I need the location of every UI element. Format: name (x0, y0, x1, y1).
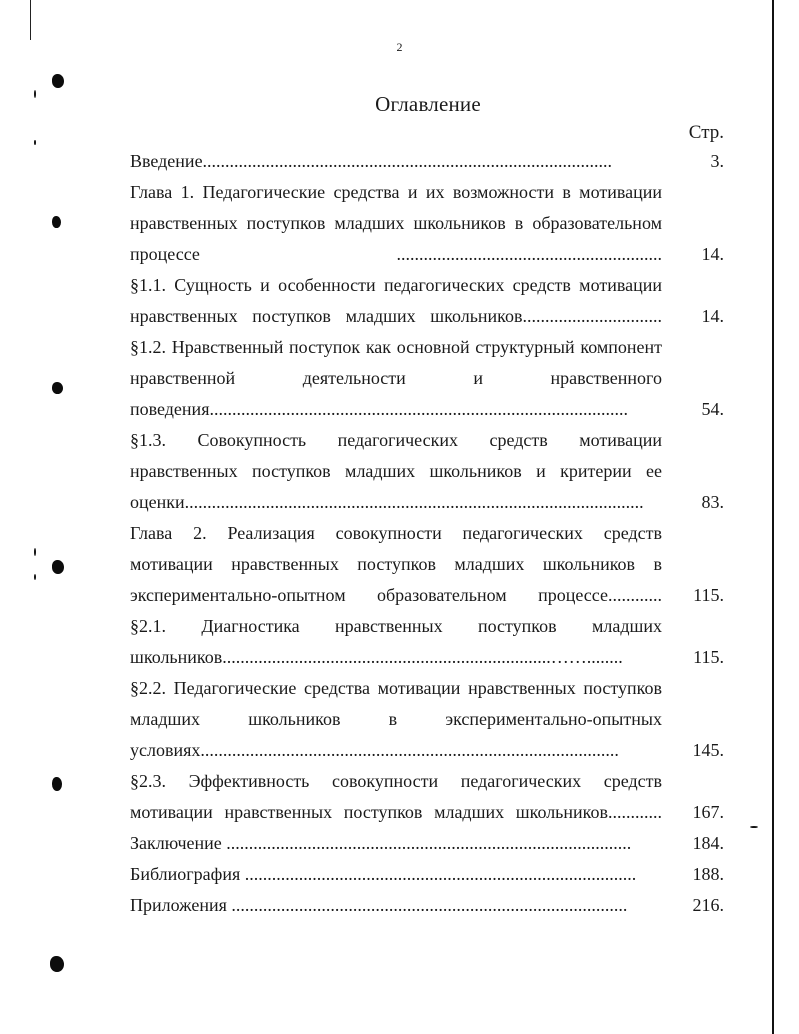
toc-entry-text: §1.1. Сущность и особенности педагогических средств мотивации нравственных поступков младших школьников............................... (130, 275, 662, 326)
toc-entry-page: 216. (692, 895, 724, 915)
toc-entry-page: 115. (693, 647, 724, 667)
punch-hole-mark (52, 777, 62, 791)
toc-entry-conclusion[interactable] (130, 828, 724, 859)
toc-entry-page: 14. (701, 244, 724, 264)
scan-speck (34, 548, 36, 556)
toc-entry-page: 3. (710, 151, 724, 171)
scan-speck (34, 140, 36, 145)
punch-hole-mark (50, 956, 64, 972)
toc-entry-page: 188. (692, 864, 724, 884)
toc-entry-page: 115. (693, 585, 724, 605)
toc-entry-text: §1.3. Совокупность педагогических средств мотивации нравственных поступков младших школьников и критерии ее оценки...................................................................................................... (130, 430, 662, 512)
scan-speck (750, 826, 758, 828)
toc-entry-section-1-2[interactable] (130, 332, 724, 425)
toc-entry-section-1-1[interactable] (130, 270, 724, 332)
toc-entry-text: Глава 2. Реализация совокупности педагогических средств мотивации нравственных поступков младших школьников в экспериментально-опытном образовательном процессе............ (130, 523, 662, 605)
toc-entry-section-2-1[interactable] (130, 611, 724, 673)
toc-entry-text: Приложения ........................................................................................ (130, 895, 628, 915)
toc-entry-section-1-3[interactable] (130, 425, 724, 518)
toc-entry-page: 145. (692, 740, 724, 760)
toc-entry-bibliography[interactable] (130, 859, 724, 890)
toc-entry-page: 83. (701, 492, 724, 512)
page-column-header: Стр. (688, 122, 724, 143)
toc-entry-text: Глава 1. Педагогические средства и их возможности в мотивации нравственных поступков младших школьников в образовательном процессе ........................................................... (130, 182, 662, 264)
toc-entry-page: 54. (701, 399, 724, 419)
toc-entry-text: Заключение .......................................................................................... (130, 833, 632, 853)
table-of-contents (130, 146, 724, 921)
toc-entry-page: 14. (701, 306, 724, 326)
toc-entry-page: 184. (692, 833, 724, 853)
page-title: Оглавление (375, 92, 481, 116)
toc-entry-page: 167. (692, 802, 724, 822)
punch-hole-mark (52, 560, 64, 574)
toc-entry-appendices[interactable] (130, 890, 724, 921)
toc-entry-chapter-1[interactable] (130, 177, 724, 270)
toc-entry-text: Введение........................................................................................... (130, 151, 613, 171)
toc-entry-text: §2.3. Эффективность совокупности педагогических средств мотивации нравственных поступков младших школьников............ (130, 771, 662, 822)
toc-entry-section-2-2[interactable] (130, 673, 724, 766)
page-number: 2 (396, 40, 403, 54)
scan-left-edge (30, 0, 31, 40)
toc-entry-introduction[interactable] (130, 146, 724, 177)
toc-entry-text: §2.1. Диагностика нравственных поступков младших школьников.........................................................................……........ (130, 616, 662, 667)
scan-right-edge (772, 0, 774, 1034)
punch-hole-mark (52, 382, 63, 394)
toc-entry-text: §1.2. Нравственный поступок как основной структурный компонент нравственной деятельности и нравственного поведения............................................................................................. (130, 337, 662, 419)
toc-entry-chapter-2[interactable] (130, 518, 724, 611)
toc-entry-text: §2.2. Педагогические средства мотивации нравственных поступков младших школьников в экспериментально-опытных условиях............................................................................................. (130, 678, 662, 760)
toc-entry-text: Библиография ....................................................................................... (130, 864, 637, 884)
punch-hole-mark (52, 74, 64, 88)
punch-hole-mark (52, 216, 61, 228)
toc-entry-section-2-3[interactable] (130, 766, 724, 828)
scan-speck (34, 574, 36, 580)
